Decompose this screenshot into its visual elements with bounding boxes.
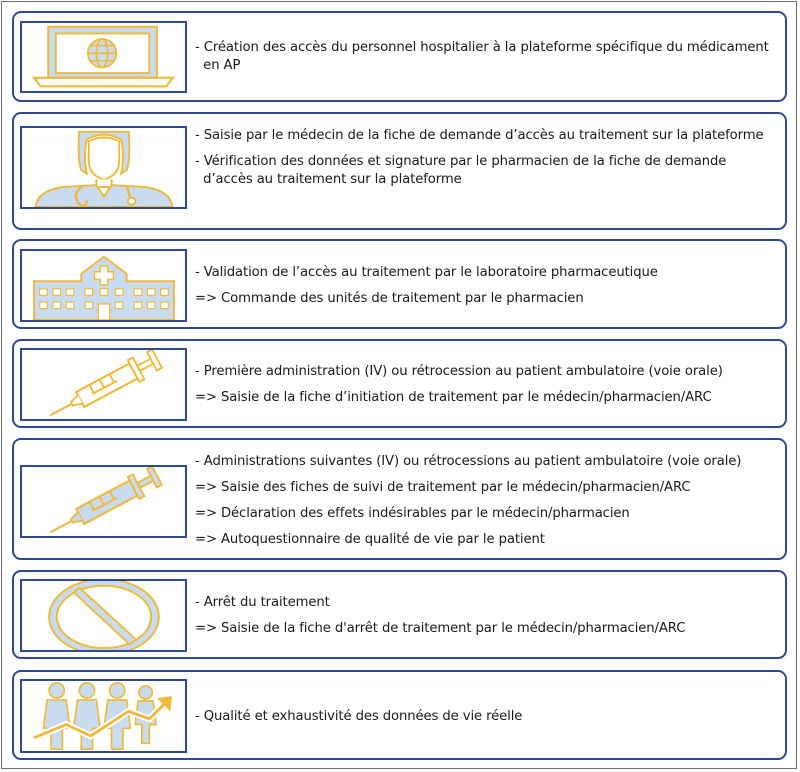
step-7-line-1: - Qualité et exhaustivité des données de vie réelle: [195, 709, 523, 724]
step-3-text: [195, 264, 781, 308]
doctor-icon: [22, 128, 185, 207]
laptop-globe-icon: [22, 23, 185, 91]
step-6-icon-box: [20, 579, 187, 652]
syringe-outline-icon: [22, 350, 185, 419]
step-4: [12, 339, 787, 428]
step-1: [12, 11, 787, 102]
step-1-line-2: en AP: [195, 58, 241, 73]
step-5-line-1: - Administrations suivantes (IV) ou rétrocessions au patient ambulatoire (voie orale): [195, 454, 742, 469]
step-7-text: [195, 708, 781, 726]
step-1-line-1: - Création des accès du personnel hospitalier à la plateforme spécifique du médicament: [195, 40, 769, 55]
prohibited-icon: [22, 581, 185, 650]
syringe-filled-icon: [22, 467, 185, 536]
step-1-text: [195, 39, 781, 75]
step-7-icon-box: [20, 679, 187, 753]
step-4-icon-box: [20, 348, 187, 421]
step-2-line-2: - Vérification des données et signature par le pharmacien de la fiche de demande: [195, 154, 727, 169]
step-5-line-4: => Autoquestionnaire de qualité de vie par le patient: [195, 532, 545, 547]
step-7: [12, 670, 787, 760]
step-2: [12, 112, 787, 230]
step-2-icon-box: [20, 126, 187, 209]
step-4-text: [195, 363, 781, 407]
step-2-line-1: - Saisie par le médecin de la fiche de demande d’accès au traitement sur la plateforme: [195, 128, 764, 143]
step-5-text: [195, 453, 781, 549]
step-4-line-2: => Saisie de la fiche d’initiation de traitement par le médecin/pharmacien/ARC: [195, 390, 712, 405]
step-3-line-1: - Validation de l’accès au traitement par le laboratoire pharmaceutique: [195, 265, 658, 280]
step-5-line-2: => Saisie des fiches de suivi de traitement par le médecin/pharmacien/ARC: [195, 480, 691, 495]
step-3: [12, 239, 787, 329]
step-1-icon-box: [20, 21, 187, 93]
step-2-text: [195, 127, 781, 189]
step-3-line-2: => Commande des unités de traitement par le pharmacien: [195, 291, 584, 306]
people-growth-icon: [22, 681, 185, 751]
step-4-line-1: - Première administration (IV) ou rétrocession au patient ambulatoire (voie orale): [195, 364, 723, 379]
step-5-icon-box: [20, 465, 187, 538]
step-6-text: [195, 594, 781, 638]
step-6-line-2: => Saisie de la fiche d'arrêt de traitement par le médecin/pharmacien/ARC: [195, 621, 686, 636]
hospital-icon: [22, 251, 185, 320]
step-6: [12, 570, 787, 659]
step-2-line-3: d’accès au traitement sur la plateforme: [195, 172, 462, 187]
step-5: [12, 438, 787, 560]
step-6-line-1: - Arrêt du traitement: [195, 595, 330, 610]
step-5-line-3: => Déclaration des effets indésirables par le médecin/pharmacien: [195, 506, 630, 521]
step-3-icon-box: [20, 249, 187, 322]
